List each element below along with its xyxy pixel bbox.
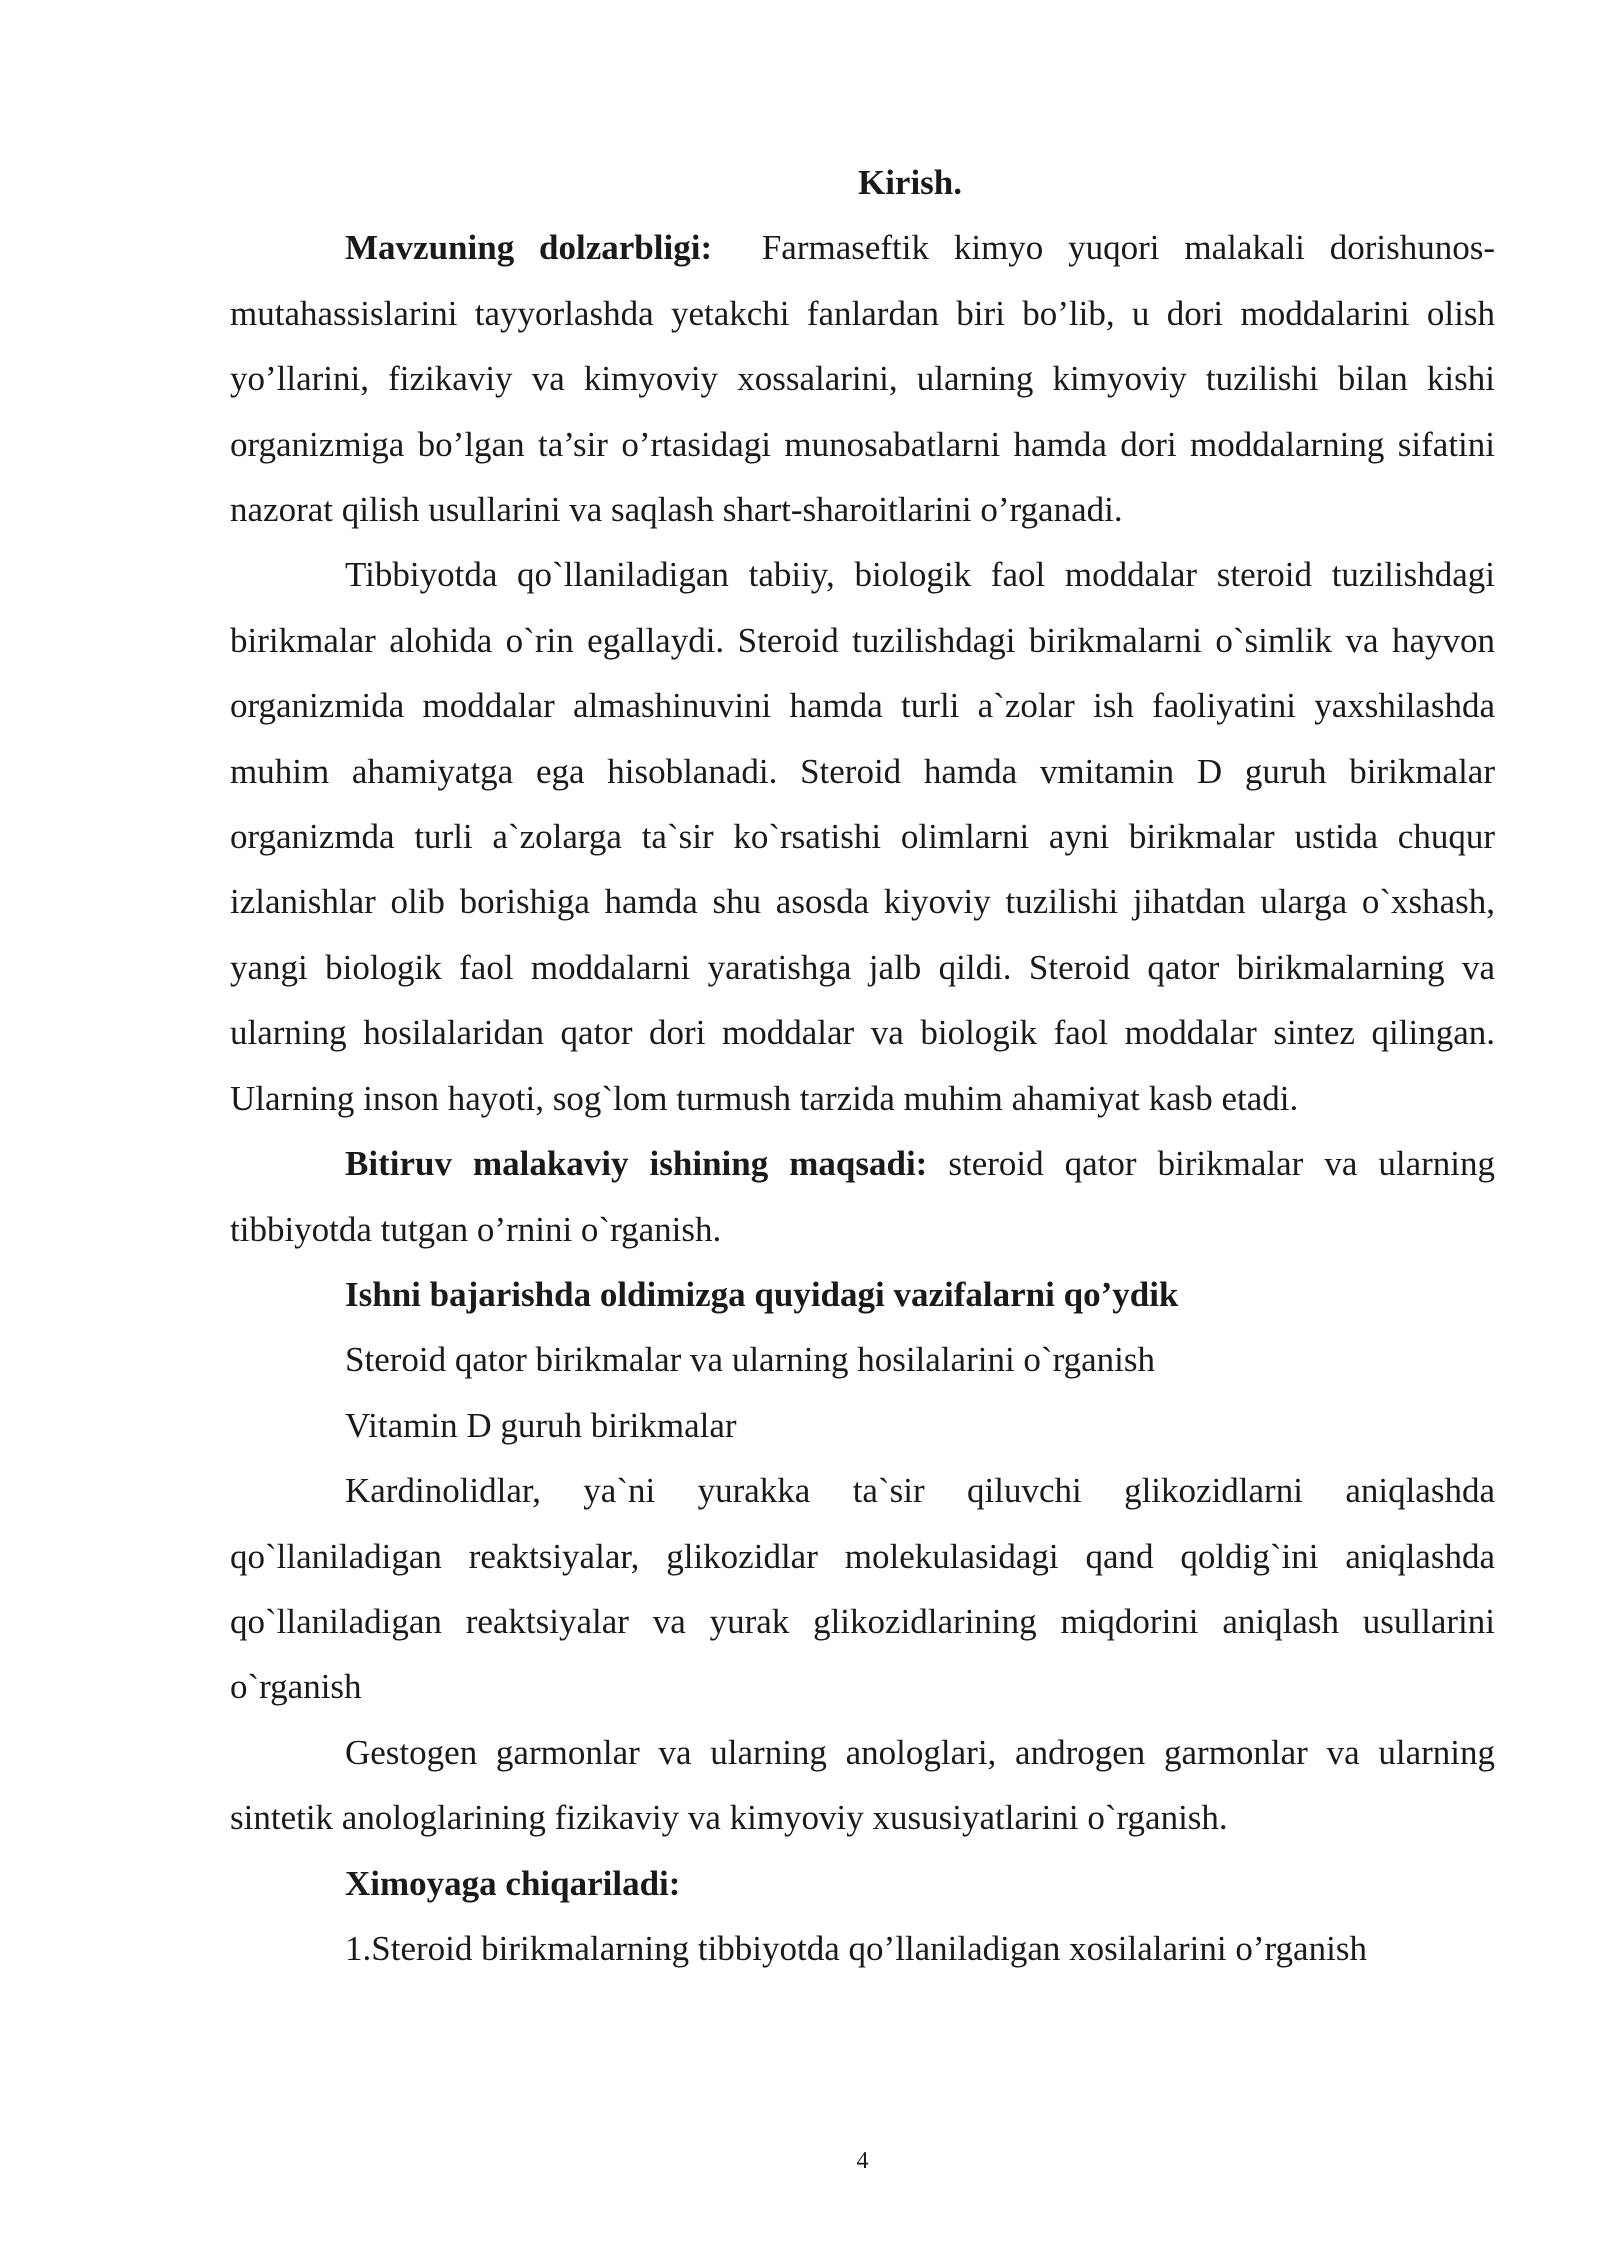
defense-heading: Ximoyaga chiqariladi: — [345, 1863, 681, 1903]
goal-label: Bitiruv malakaviy ishining maqsadi: — [345, 1144, 928, 1184]
tasks-heading: Ishni bajarishda oldimizga quyidagi vazifalarni qo’ydik — [345, 1274, 1179, 1314]
task-item: Gestogen garmonlar va ularning anologlari, androgen garmonlar va ularning sintetik anologlarining fizikaviy va kimyoviy xususiyatlarini o`rganish. — [230, 1732, 1495, 1838]
page-number: 4 — [856, 2148, 869, 2174]
relevance-paragraph — [230, 215, 1495, 542]
task-item: Steroid qator birikmalar va ularning hosilalarini o`rganish — [345, 1340, 1155, 1380]
task-item: Kardinolidlar, ya`ni yurakka ta`sir qiluvchi glikozidlarni aniqlashda qo`llaniladigan reaktsiyalar, glikozidlar molekulasidagi qand qoldig`ini aniqlashda qo`llaniladigan reaktsiyalar va yurak glikozidlarining miqdorini aniqlash usullarini o`rganish — [230, 1471, 1495, 1707]
relevance-text: Farmaseftik kimyo yuqori malakali dorishunos-mutahassislarini tayyorlashda yetakchi fanlardan biri bo’lib, u dori moddalarini olish yo’llarini, fizikaviy va kimyoviy xossalarini, ularning kimyoviy tuzilishi bilan kishi organizmiga bo’lgan ta’sir o’rtasidagi munosabatlarni hamda dori moddalarning sifatini nazorat qilish usullarini va saqlash shart-sharoitlarini o’rganadi. — [230, 228, 1496, 530]
document-page — [230, 150, 1495, 1981]
task-item: Vitamin D guruh birikmalar — [345, 1405, 737, 1445]
goal-paragraph — [230, 1131, 1495, 1262]
intro-paragraph: Tibbiyotda qo`llaniladigan tabiiy, biologik faol moddalar steroid tuzilishdagi birikmalar alohida o`rin egallaydi. Steroid tuzilishdagi birikmalarni o`simlik va hayvon organizmida moddalar almashinuvini hamda turli a`zolar ish faoliyatini yaxshilashda muhim ahamiyatga ega hisoblanadi. Steroid hamda vmitamin D guruh birikmalar organizmda turli a`zolarga ta`sir ko`rsatishi olimlarni ayni birikmalar ustida chuqur izlanishlar olib borishiga hamda shu asosda kiyoviy tuzilishi jihatdan ularga o`xshash, yangi biologik faol moddalarni yaratishga jalb qildi. Steroid qator birikmalarning va ularning hosilalaridan qator dori moddalar va biologik faol moddalar sintez qilingan. Ularning inson hayoti, sog`lom turmush tarzida muhim ahamiyat kasb etadi. — [230, 555, 1495, 1118]
page-title: Kirish. — [857, 163, 963, 202]
goal-text: steroid qator birikmalar va ularning tibbiyotda tutgan o’rnini o`rganish. — [230, 1144, 1496, 1249]
defense-item: 1.Steroid birikmalarning tibbiyotda qo’llaniladigan xosilalarini o’rganish — [345, 1928, 1367, 1968]
relevance-label: Mavzuning dolzarbligi: — [345, 228, 713, 268]
